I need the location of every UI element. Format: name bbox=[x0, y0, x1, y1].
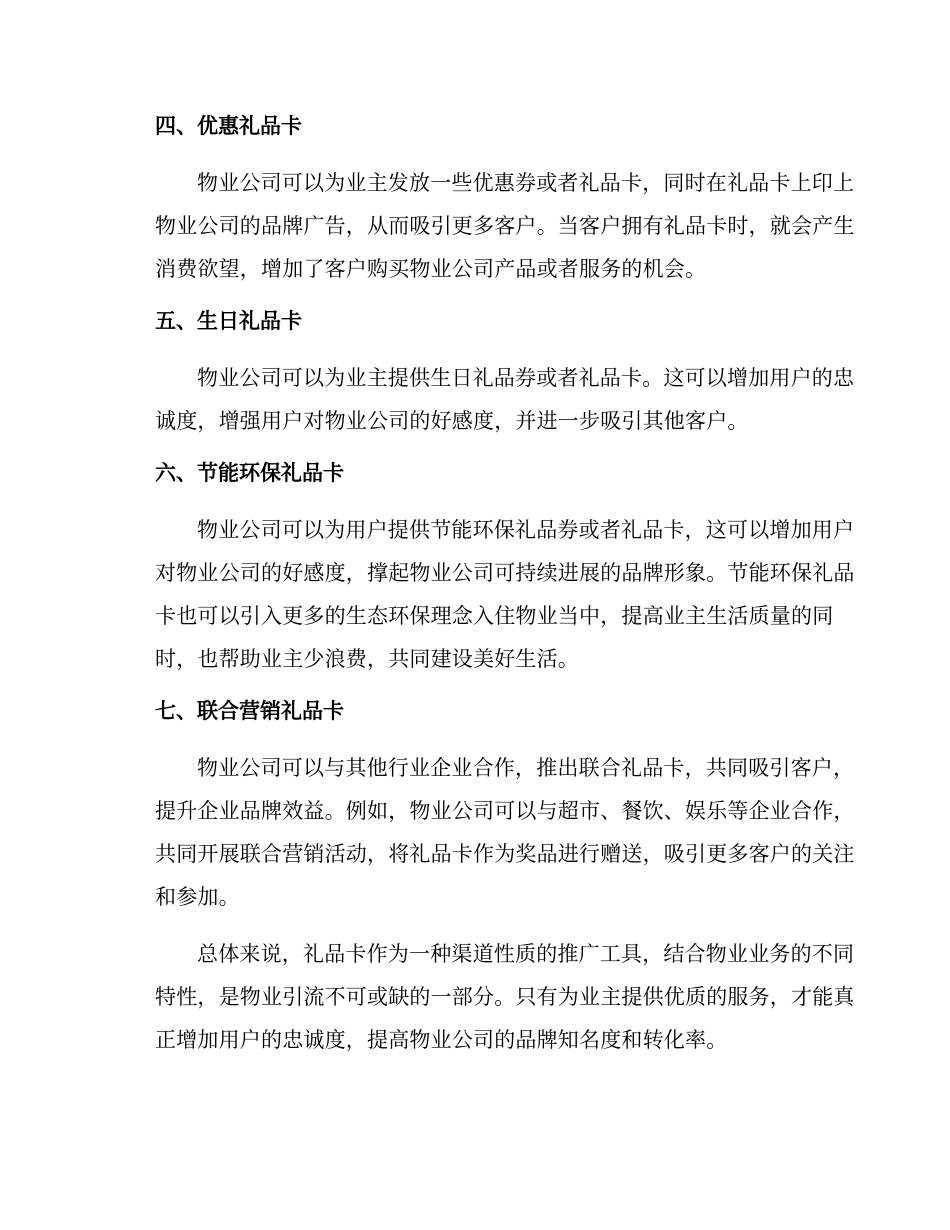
paragraph-line: 正增加用户的忠诚度，提高物业公司的品牌知名度和转化率。 bbox=[155, 1028, 728, 1052]
section-paragraph-shengri bbox=[113, 357, 855, 443]
paragraph-line: 提升企业品牌效益。例如，物业公司可以与超市、餐饮、娱乐等企业合作， bbox=[155, 799, 855, 823]
paragraph-line: 物业公司可以为业主发放一些优惠券或者礼品卡，同时在礼品卡上印上 bbox=[197, 171, 855, 195]
paragraph-line: 物业公司可以为业主提供生日礼品券或者礼品卡。这可以增加用户的忠 bbox=[197, 366, 855, 390]
paragraph-line: 物业公司的品牌广告，从而吸引更多客户。当客户拥有礼品卡时，就会产生 bbox=[155, 214, 855, 238]
paragraph-line: 诚度，增强用户对物业公司的好感度，并进一步吸引其他客户。 bbox=[155, 409, 749, 433]
paragraph-line: 特性，是物业引流不可或缺的一部分。只有为业主提供优质的服务，才能真 bbox=[155, 985, 855, 1009]
conclusion-paragraph bbox=[113, 933, 855, 1062]
paragraph-line: 总体来说，礼品卡作为一种渠道性质的推广工具，结合物业业务的不同 bbox=[197, 942, 855, 966]
paragraph-line: 对物业公司的好感度，撑起物业公司可持续进展的品牌形象。节能环保礼品 bbox=[155, 561, 855, 585]
section-paragraph-youhui bbox=[113, 162, 855, 291]
paragraph-line: 卡也可以引入更多的生态环保理念入住物业当中，提高业主生活质量的同 bbox=[155, 604, 834, 628]
paragraph-line: 消费欲望，增加了客户购买物业公司产品或者服务的机会。 bbox=[155, 257, 707, 281]
paragraph-line: 共同开展联合营销活动，将礼品卡作为奖品进行赠送，吸引更多客户的关注 bbox=[155, 842, 855, 866]
paragraph-line: 和参加。 bbox=[155, 885, 240, 909]
section-heading-shengri: 五、生日礼品卡 bbox=[155, 309, 302, 333]
paragraph-line: 物业公司可以为用户提供节能环保礼品券或者礼品卡，这可以增加用户 bbox=[197, 518, 855, 542]
document-page bbox=[113, 104, 855, 1062]
section-paragraph-jieneng bbox=[113, 509, 855, 681]
paragraph-line: 时，也帮助业主少浪费，共同建设美好生活。 bbox=[155, 647, 579, 671]
section-paragraph-lianhe bbox=[113, 747, 855, 919]
section-heading-youhui: 四、优惠礼品卡 bbox=[155, 114, 302, 138]
paragraph-line: 物业公司可以与其他行业企业合作，推出联合礼品卡，共同吸引客户， bbox=[197, 756, 855, 780]
section-heading-lianhe: 七、联合营销礼品卡 bbox=[155, 699, 344, 723]
section-heading-jieneng: 六、节能环保礼品卡 bbox=[155, 461, 344, 485]
